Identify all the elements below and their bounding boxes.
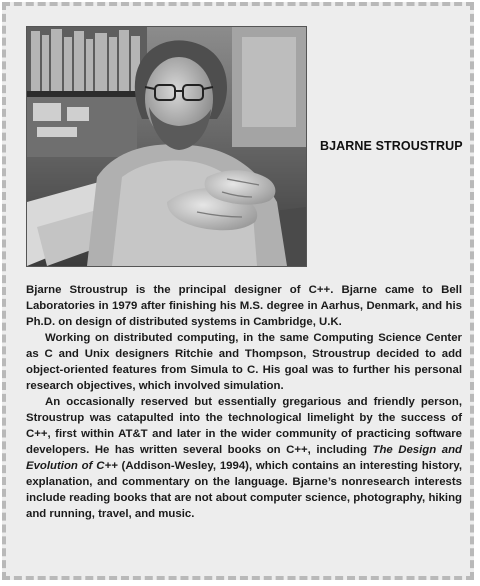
biography-paragraph-1: Bjarne Stroustrup is the principal designer of C++. Bjarne came to Bell Laboratories in 1979 after finishing his M.S. degree in Aarhus, Denmark, and his Ph.D. on design of distributed systems in Cambridge, U.K.	[26, 284, 462, 328]
person-name-caption: BJARNE STROUSTRUP	[320, 139, 463, 153]
sidebar-panel	[2, 2, 474, 580]
portrait-photo	[26, 26, 307, 267]
biography-text	[26, 282, 462, 522]
biography-paragraph-3	[26, 394, 462, 522]
biography-paragraph-3-end: (Addison-Wesley, 1994), which contains an interesting history, explanation, and commentary on the language. Bjarne’s nonresearch interests include reading books that are not about computer science, photography, hiking and running, travel, and music.	[26, 460, 463, 520]
biography-paragraph-2: Working on distributed computing, in the same Computing Science Center as C and Unix designers Ritchie and Thompson, Stroustrup decided to add object-oriented features from Simula to C. His goal was to further his personal research objectives, which involved simulation.	[26, 332, 462, 392]
biography-paragraph-3-start: An occasionally reserved but essentially gregarious and friendly person, Stroustrup was catapulted into the technological limelight by the success of C++, first within AT&T and later in the wider community of practicing software developers. He has written several books on C++, including	[26, 396, 462, 456]
book-title: The Design and Evolution of C++	[26, 444, 462, 472]
